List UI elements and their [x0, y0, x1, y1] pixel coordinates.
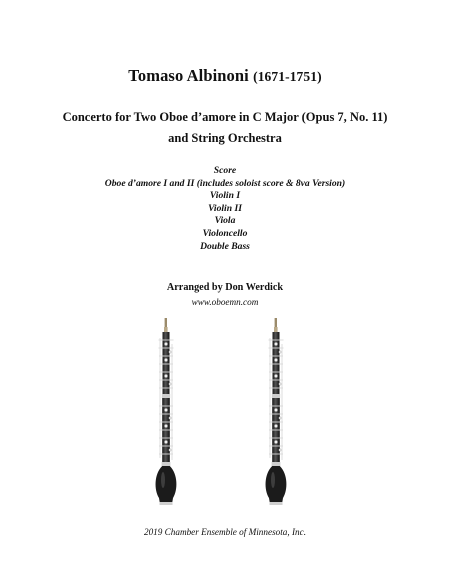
part-item-oboe-damore: Oboe d’amore I and II (includes soloist score & 8va Version): [104, 177, 346, 189]
parts-list: [0, 165, 450, 253]
part-item-score: Score: [213, 165, 237, 176]
oboe-damore-icon: [148, 318, 184, 508]
part-item-violoncello: Violoncello: [202, 227, 248, 239]
copyright-footer: 2019 Chamber Ensemble of Minnesota, Inc.: [143, 527, 307, 537]
composer-years: (1671-1751): [253, 69, 322, 84]
oboe-damore-icon: [258, 318, 294, 508]
part-item-double-bass: Double Bass: [200, 240, 250, 252]
website-text: www.oboemn.com: [191, 297, 259, 307]
part-item-violin-1: Violin I: [209, 190, 241, 202]
composer-heading: [0, 66, 450, 86]
part-item-viola: Viola: [214, 215, 236, 227]
work-title-line-1: Concerto for Two Oboe d’amore in C Major (Opus 7, No. 11): [62, 110, 388, 124]
composer-name: Tomaso Albinoni: [128, 66, 249, 85]
arranger-credit: Arranged by Don Werdick: [166, 282, 284, 293]
work-title-line-2: and String Orchestra: [168, 131, 282, 145]
part-item-violin-2: Violin II: [208, 202, 242, 214]
